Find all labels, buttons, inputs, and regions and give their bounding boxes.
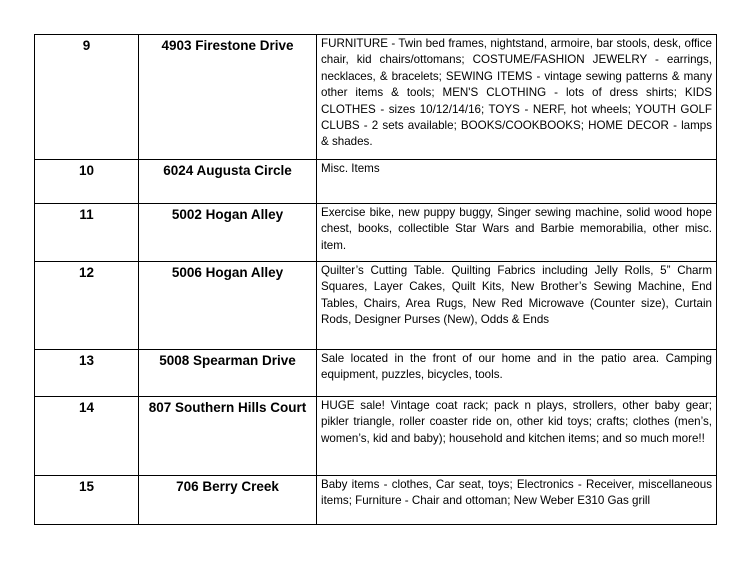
sale-address: 807 Southern Hills Court [139, 397, 317, 476]
table-row [35, 262, 717, 350]
sale-address: 5002 Hogan Alley [139, 204, 317, 262]
sale-number: 11 [35, 204, 139, 262]
table-row [35, 350, 717, 397]
sale-description: Sale located in the front of our home and in the patio area. Camping equipment, puzzles, bicycles, tools. [317, 350, 717, 397]
sale-number: 15 [35, 476, 139, 525]
table-row [35, 160, 717, 204]
sale-description: Exercise bike, new puppy buggy, Singer sewing machine, solid wood hope chest, books, collectible Star Wars and Barbie memorabilia, other misc. item. [317, 204, 717, 262]
sale-address: 5006 Hogan Alley [139, 262, 317, 350]
sale-address: 5008 Spearman Drive [139, 350, 317, 397]
sale-description: FURNITURE - Twin bed frames, nightstand, armoire, bar stools, desk, office chair, kid chairs/ottomans; COSTUME/FASHION JEWELRY - earrings, necklaces, & bracelets; SEWING ITEMS - vintage sewing patterns & many other items & tools; MEN'S CLOTHING - lots of dress shirts; KIDS CLOTHES - sizes 10/12/14/16; TOYS - NERF, hot wheels; YOUTH GOLF CLUBS - 2 sets available; BOOKS/COOKBOOKS; HOME DECOR - lamps & shades. [317, 35, 717, 160]
sale-address: 6024 Augusta Circle [139, 160, 317, 204]
garage-sale-table [34, 34, 717, 525]
table-row [35, 35, 717, 160]
sale-number: 13 [35, 350, 139, 397]
sale-address: 4903 Firestone Drive [139, 35, 317, 160]
sale-number: 10 [35, 160, 139, 204]
sale-description: Misc. Items [317, 160, 717, 204]
sale-description: Baby items - clothes, Car seat, toys; Electronics - Receiver, miscellaneous items; Furniture - Chair and ottoman; New Weber E310 Gas grill [317, 476, 717, 525]
sale-description: Quilter’s Cutting Table. Quilting Fabrics including Jelly Rolls, 5” Charm Squares, Layer Cakes, Quilt Kits, New Brother’s Sewing Machine, End Tables, Chairs, Area Rugs, New Red Microwave (Counter size), Curtain Rods, Designer Purses (New), Odds & Ends [317, 262, 717, 350]
table-row [35, 397, 717, 476]
sale-number: 12 [35, 262, 139, 350]
table-row [35, 204, 717, 262]
sale-address: 706 Berry Creek [139, 476, 317, 525]
table-row [35, 476, 717, 525]
sale-number: 14 [35, 397, 139, 476]
sale-description: HUGE sale! Vintage coat rack; pack n plays, strollers, other baby gear; pikler triangle, roller coaster ride on, other kid toys; crafts; clothes (men’s, women’s, kid and baby); household and kitchen items; and so much more!! [317, 397, 717, 476]
sale-number: 9 [35, 35, 139, 160]
